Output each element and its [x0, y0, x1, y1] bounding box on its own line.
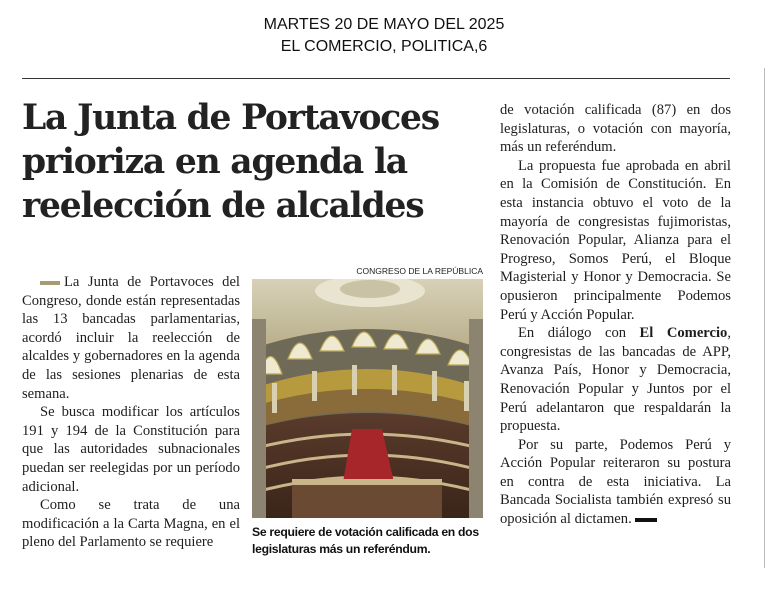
el-comercio-brand: El Comercio — [639, 325, 728, 342]
paragraph-3: Como se trata de una modificación a la Carta Magna, en el pleno del Parlamento se requiere — [22, 497, 240, 551]
paragraph-6-lead: En diálogo con — [518, 325, 640, 342]
paragraph-7 — [500, 436, 731, 529]
section-marker — [40, 281, 60, 285]
paragraph-6 — [500, 324, 731, 436]
paragraph-6-text: , congresistas de las bancadas de APP, Avanza País, Honor y Democracia, Renovación Popular y Juntos por el Perú adelantaron que respaldarán la propuesta. — [500, 325, 731, 435]
paragraph-1-text: La Junta de Portavoces del Congreso, donde están representadas las 13 bancadas parlamentarias, acordó incluir la reelección de alcaldes y gobernadores en la agenda de las sesiones plenarias de esta semana. — [22, 274, 240, 402]
column-edge-line — [764, 68, 765, 568]
congress-hemicycle-photo — [252, 279, 483, 518]
paragraph-1 — [22, 273, 240, 403]
header-rule — [22, 78, 730, 79]
end-marker — [635, 518, 657, 522]
paragraph-2: Se busca modificar los artículos 191 y 194 de la Constitución para que las autoridades subnacionales puedan ser reelegidas por un período adicional. — [22, 404, 240, 495]
article-column-3 — [500, 101, 731, 529]
clipping-header — [0, 14, 768, 58]
photo-caption: Se requiere de votación calificada en dos legislaturas más un referéndum. — [252, 525, 479, 556]
paragraph-5: La propuesta fue aprobada en abril en la Comisión de Constitución. En esta instancia obtuvo el voto de la mayoría de congresistas fujimoristas, Renovación Popular, Alianza para el Progreso, Somos Perú, el Bloque Magisterial y Honor y Democracia. Se opusieron principalmente Podemos Perú y Acción Popular. — [500, 157, 731, 323]
paragraph-4: de votación calificada (87) en dos legislaturas, o votación con mayoría, más un referéndum. — [500, 102, 731, 156]
article-column-1 — [22, 273, 240, 552]
article-headline: La Junta de Portavoces prioriza en agenda la reelección de alcaldes — [22, 98, 440, 226]
publication-source: EL COMERCIO, POLITICA,6 — [280, 38, 488, 55]
photo-credit: CONGRESO DE LA REPÚBLICA — [356, 266, 483, 276]
publication-date: MARTES 20 DE MAYO DEL 2025 — [263, 16, 505, 33]
paragraph-7-text: Por su parte, Podemos Perú y Acción Popular reiteraron su postura en contra de esta iniciativa. La Bancada Socialista también expresó su oposición al dictamen. — [500, 436, 731, 528]
